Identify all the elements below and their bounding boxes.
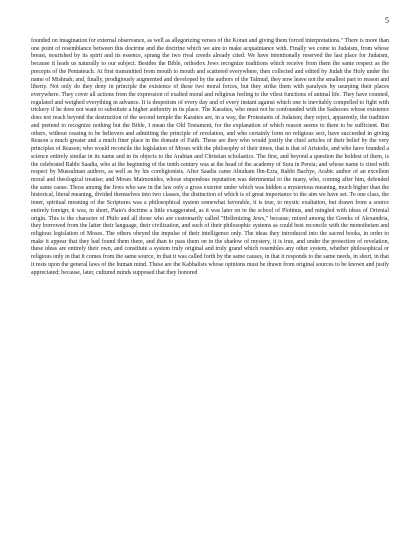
body-paragraph: founded on imagination for external observance, as well as allegorizing verses of the Koran and giving them forced interpretations." There is more than one point of resemblance between this doctrine and the doctrine which we aim to make acquaintance with. Finally we come to Judaism, from whose breast, nourished by its spirit and its essence, sprang the two rival creeds already cited. We have intentionally reserved the last place for Judaism, because it leads us naturally to our subject. Besides the Bible, orthodox Jews recognize traditions which receive from them the same respect as the precepts of the Pentateuch. At first transmitted from mouth to mouth and scattered everywhere, then collected and edited by Judah the Holy under the name of Mishnah; and, finally, prodigiously augmented and developed by the authors of the Talmud, they now leave not the smallest part to reason and liberty. Not only do they deny in principle the existence of these two moral forces, but they strike them with paralysis by usurping their places everywhere. They cover all actions from the expression of exalted moral and religious feeling to the vilest functions of animal life. They have counted, regulated and weighed everything in advance. It is despotism of every day and of every instant against which one is inevitably compelled to fight with trickery if he does not want to substitute a higher authority in its place. The Karaites, who must not be confounded with the Saducees whose existence does not reach beyond the destruction of the second temple the Karaites are, in a way, the Protestants of Judaism; they reject, apparently, the tradition and pretend to recognize nothing but the Bible, I mean the Old Testament, for the explanation of which reason seems to them to be sufficient. But others, without ceasing to be believers and admitting the principle of revelation, and who certainly form no religious sect, have succeeded in giving Reason a much greater and a much finer place in the domain of Faith. These are they who would justify the chief articles of their belief by the very principles of Reason; who would reconcile the legislation of Moses with the philosophy of their times, that is that of Aristotle, and who have founded a science entirely similar in its name and in its objects to the Arabian and Christian scholastics. The first, and beyond a question the boldest of them, is the celebrated Rabbi Saadia, who at the beginning of the tenth century was at the head of the academy of Sura in Persia; and whose name is cited with respect by Mussulman authors, as well as by his coreligionists. After Saadia came Abraham Ibn-Ezra, Rabbi Bachye, Arabic author of an excellent moral and theological treatise; and Moses Maimonides, whose stupendous reputation was detrimental to the many, who, coming after him, defended the same cause. Those among the Jews who saw in the law only a gross exterior under which was hidden a mysterious meaning, much higher than the historical, literal meaning, divided themselves into two classes, the distinction of which is of great importance to the aim we have set. To one class, the inner, spiritual meaning of the Scriptures was a philosophical system somewhat favorable, it is true, to mystic exaltation, but drawn from a source entirely foreign; it was, in short, Plato's doctrine a little exaggerated, as it was later on in the school of Plotinus, and mingled with ideas of Oriental origin. This is the character of Philo and all those who are customarily called "Hellenizing Jews," because, mixed among the Greeks of Alexandria, they borrowed from the latter their language, their civilization, and such of their philosophic systems as could best reconcile with the monotheism and religious legislation of Moses. The others obeyed the impulse of their intelligence only. The ideas they introduced into the sacred books, in order to make it appear that they had found them there, and than to pass them on in the shadow of mystery, it is true, and under the protection of revelation, these ideas are entirely their own, and constitute a system truly original and truly grand which resembles any other system, whether philosophical or religious only in that it comes from the same source, in that it was called forth by the same causes, in that it responds to the same needs, in short, in that it rests upon the general laws of the human mind. These are the Kabbalists whose opinions must be drawn from original sources to be known and justly appreciated; because, later, cultured minds supposed that they honored [31, 38, 389, 276]
page-number: 5 [385, 16, 389, 25]
